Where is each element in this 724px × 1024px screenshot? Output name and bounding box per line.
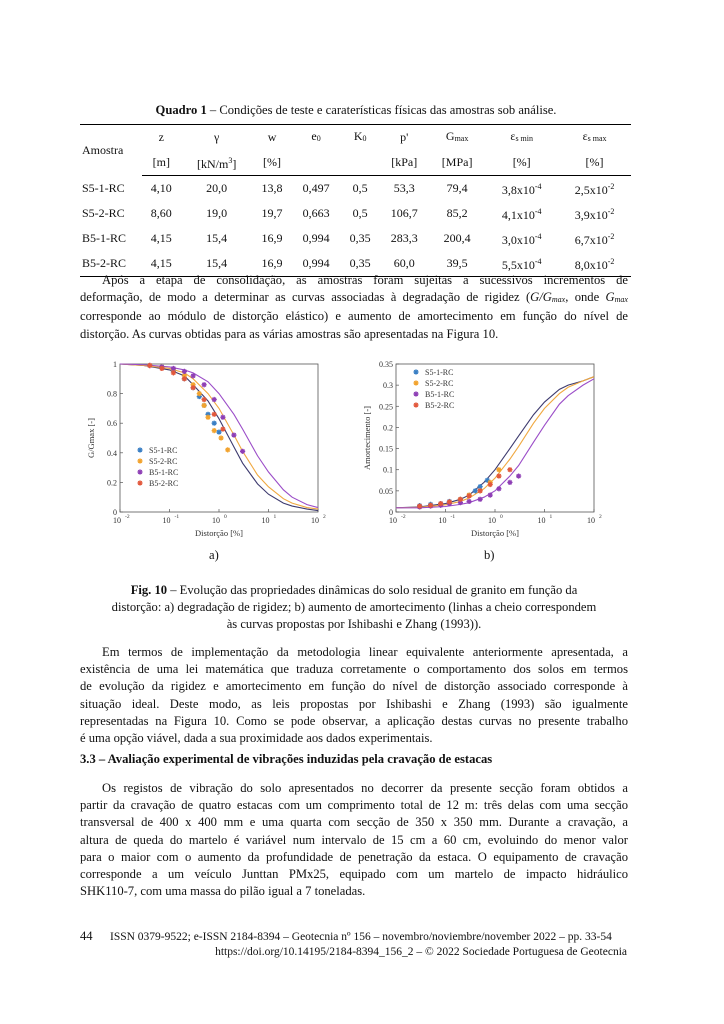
x-tick-label: 10 [389,516,397,525]
data-point-b5-1-rc [478,497,483,502]
data-point-b5-2-rc [496,473,501,478]
table-row: S5-1-RC 4,10 20,0 13,8 0,497 0,5 53,3 79,4 $3,8x10^{-4}$ $2,5x10^{-2}$ [82,180,615,197]
data-point-b5-1-rc [231,432,236,437]
legend-marker [137,480,142,485]
figure-caption: Fig. 10 – Evolução das propriedades dinâmicas do solo residual de granito em função da distorção: a) degradação de rigidez; b) aumento de amortecimento (linhas a cheio correspondem às curvas propostas por Ishibashi e Zhang (1993)). [111,583,597,631]
data-point-b5-2-rc [202,397,207,402]
y-tick-label: 0.2 [383,423,393,433]
paragraph-2: Em termos de implementação da metodologia linear equivalente anteriormente apresentada, a existência de uma lei matemática que traduza corretamente o comportamento dos solos em termos de evolução da rigidez e amortecimento em função do nível de distorção associado corresponde à situação ideal. Deste modo, as leis propostas por Ishibashi e Zhang (1993) são igualmente representadas na Figura 10. Como se pode observar, a aplicação destas curvas no presente trabalho é uma opção viável, dada a sua proximidade aos dados experimentais. [80,645,628,746]
x-tick-label: 10 [438,516,447,525]
paragraph-3: Os registos de vibração do solo apresentados no decorrer da presente secção foram obtidos a partir da cravação de quatro estacas com um comprimento total de 12 m: três delas com uma secção transversal de 400 x 400 mm e uma quarta com secção de 350 x 350 mm. Durante a cravação, a altura de queda do martelo é variável num intervalo de 15 cm a 60 cm, evoluindo do menor valor para o maior com o aumento da profundidade de penetração da estaca. O equipamento de cravação corresponde a um veículo Junttan PMx25, equipado com um martelo de impacto hidráulico SHK110-7, com uma massa do pilão igual a 7 toneladas. [80,781,628,899]
x-tick-label: 10 [311,516,319,525]
y-tick-label: 0 [389,508,393,517]
y-tick-label: 0 [113,508,117,517]
y-tick-label: 0.25 [379,402,393,412]
unit-gamma: $[kN/m^3]$ [181,150,253,176]
x-axis-label: Distorção [%] [195,528,243,538]
y-tick-label: 0.3 [383,381,393,391]
conditions-table [80,124,631,277]
data-point-b5-2-rc [417,503,422,508]
chart-damping-increase [360,352,610,542]
y-tick-label: 0.4 [107,448,117,458]
data-point-b5-1-rc [220,415,225,420]
page-number: 44 [80,929,93,943]
col-header-k0: K0 [341,125,380,151]
unit-p: [kPa] [379,150,429,176]
y-axis-label: G/Gmax [-] [86,418,96,458]
legend-marker [413,391,418,396]
table-row: B5-2-RC 4,15 15,4 16,9 0,994 0,35 60,0 39,5 $5,5x10^{-4}$ $8,0x10^{-2}$ [80,251,631,277]
fitted-curve-1 [120,364,318,511]
data-point-s5-2-rc [202,403,207,408]
legend-marker [413,380,418,385]
data-point-s5-1-rc [473,488,478,493]
y-tick-label: 0.1 [383,465,393,475]
y-tick-label: 0.8 [107,389,117,399]
table-title-text: – Condições de teste e caraterísticas físicas das amostras sob análise. [206,103,557,117]
table-row: B5-1-RC 4,15 15,4 16,9 0,994 0,35 283,3 200,4 $3,0x10^{-4}$ $6,7x10^{-2}$ [82,231,615,247]
legend-label: S5-1-RC [425,368,454,377]
x-tick-label: 10 [537,516,546,525]
x-tick-exponent: -1 [450,514,456,520]
data-point-b5-1-rc [488,492,493,497]
unit-es-min: [%] [485,150,558,176]
data-point-b5-2-rc [507,467,512,472]
legend-label: B5-1-RC [425,390,455,399]
data-point-s5-2-rc [225,447,230,452]
footer-line-2: https://doi.org/10.14195/2184-8394_156_2 – © 2022 Sociedade Portuguesa de Geotecnia [215,946,627,958]
y-tick-label: 0.2 [107,478,117,488]
data-point-b5-2-rc [147,363,152,368]
x-tick-exponent: 0 [224,514,227,520]
data-point-b5-1-rc [516,473,521,478]
data-point-s5-2-rc [496,467,501,472]
y-tick-label: 0.15 [379,444,393,454]
x-tick-exponent: -2 [125,514,130,520]
x-tick-label: 10 [113,516,121,525]
legend-label: B5-2-RC [425,401,455,410]
col-header-es-max: εs max [558,125,631,151]
y-tick-label: 0.6 [107,419,117,429]
data-point-b5-2-rc [212,412,217,417]
x-tick-label: 10 [587,516,595,525]
x-tick-exponent: 2 [599,514,602,520]
y-tick-label: 1 [113,360,117,369]
x-tick-label: 10 [488,516,496,525]
data-point-b5-2-rc [191,385,196,390]
legend-marker [413,369,418,374]
data-point-b5-1-rc [496,486,501,491]
col-header-w: w [253,125,292,151]
data-point-b5-2-rc [478,488,483,493]
data-point-s5-2-rc [218,435,223,440]
footer-line-1: 44 ISSN 0379-9522; e-ISSN 2184-8394 – Geotecnia nº 156 – novembro/noviembre/november 2022 – pp. 33-54 [80,929,612,943]
legend-marker [137,458,142,463]
col-header-e0: e0 [291,125,341,151]
section-title: 3.3 – Avaliação experimental de vibrações induzidas pela cravação de estacas [80,752,493,766]
table-title [82,103,630,118]
y-tick-label: 0.35 [379,360,393,369]
chart-b-svg [360,352,610,542]
panel-label-a: a) [209,548,219,562]
x-axis-label: Distorção [%] [471,528,519,538]
x-tick-exponent: -1 [174,514,180,520]
data-point-b5-1-rc [212,397,217,402]
data-point-b5-1-rc [202,382,207,387]
data-point-b5-2-rc [159,366,164,371]
x-tick-exponent: 1 [549,514,553,520]
unit-gmax: [MPa] [429,150,485,176]
x-tick-label: 10 [162,516,171,525]
data-point-b5-2-rc [458,497,463,502]
data-point-b5-2-rc [182,376,187,381]
x-tick-exponent: -2 [401,514,406,520]
x-tick-exponent: 2 [323,514,326,520]
unit-e0 [291,150,341,176]
data-point-b5-2-rc [438,501,443,506]
data-point-b5-2-rc [467,493,472,498]
data-point-b5-2-rc [447,499,452,504]
panel-label-b: b) [484,548,495,562]
legend-label: S5-1-RC [149,446,178,455]
unit-w: [%] [253,150,292,176]
legend-marker [137,469,142,474]
col-header-amostra: Amostra [80,125,142,176]
unit-k0 [341,150,380,176]
data-point-b5-2-rc [220,427,225,432]
x-tick-label: 10 [212,516,220,525]
legend-label: B5-2-RC [149,479,179,488]
paragraph-1: Após a etapa de consolidação, as amostras foram sujeitas a sucessivos incrementos de deformação, de modo a determinar as curvas associadas à degradação de rigidez (G/Gmax, onde Gmax corresponde ao módulo de distorção elástico) e aumento de amortecimento em função do nível de distorção. As curvas obtidas para as várias amostras são apresentadas na Figura 10. [80,273,628,341]
x-tick-exponent: 0 [500,514,503,520]
table-label: Quadro 1 [155,103,207,117]
data-point-b5-1-rc [507,480,512,485]
legend-label: B5-1-RC [149,468,179,477]
data-point-b5-1-rc [467,499,472,504]
data-point-s5-2-rc [205,415,210,420]
x-tick-exponent: 1 [273,514,277,520]
col-header-p: p' [379,125,429,151]
x-tick-label: 10 [261,516,270,525]
data-point-b5-1-rc [240,449,245,454]
data-point-b5-1-rc [182,369,187,374]
unit-z: [m] [142,150,181,176]
legend-label: S5-2-RC [425,379,454,388]
legend-marker [413,402,418,407]
data-point-b5-1-rc [191,373,196,378]
unit-es-max: [%] [558,150,631,176]
data-point-b5-1-rc [171,366,176,371]
y-tick-label: 0.05 [379,486,393,496]
data-point-b5-2-rc [488,482,493,487]
col-header-es-min: εs min [485,125,558,151]
chart-stiffness-degradation [84,352,334,542]
col-header-gamma: γ [181,125,253,151]
legend-label: S5-2-RC [149,457,178,466]
y-axis-label: Amortecimento [-] [362,406,372,470]
data-point-s5-1-rc [216,429,221,434]
data-point-s5-2-rc [212,428,217,433]
data-point-s5-2-rc [197,391,202,396]
table-row: S5-2-RC 8,60 19,0 19,7 0,663 0,5 106,7 85,2 $4,1x10^{-4}$ $3,9x10^{-2}$ [82,206,615,222]
chart-a-svg [84,352,334,542]
data-point-b5-2-rc [428,503,433,508]
legend-marker [137,447,142,452]
col-header-gmax: Gmax [429,125,485,151]
data-point-b5-2-rc [171,370,176,375]
data-point-s5-1-rc [212,421,217,426]
col-header-z: z [142,125,181,151]
